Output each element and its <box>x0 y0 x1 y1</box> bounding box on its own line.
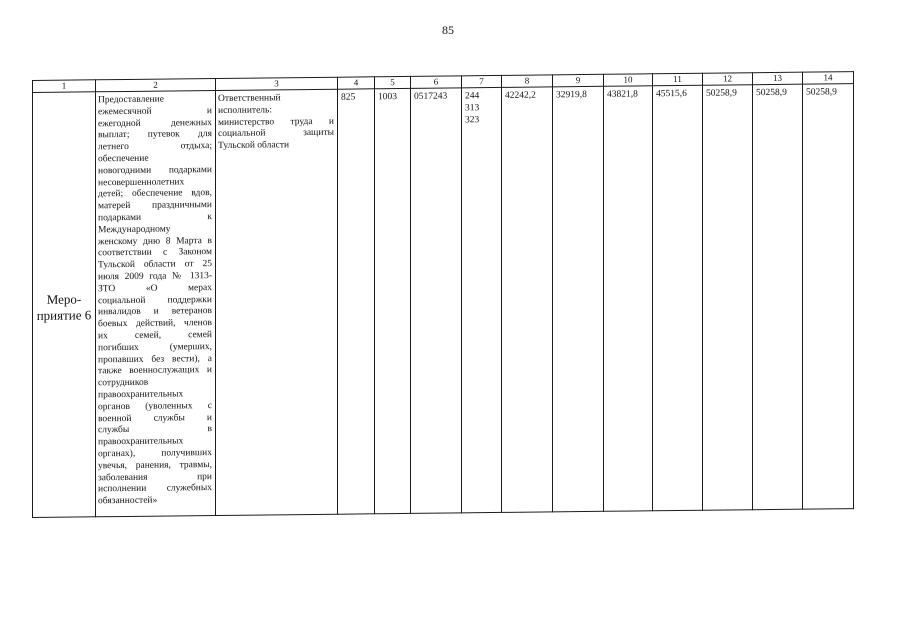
description-line: боевых действий, членов <box>98 318 212 330</box>
amount-cell-13: 50258,9 <box>753 84 803 510</box>
description-line: ежемесячной и <box>98 105 212 118</box>
description-line: новогодними подарками <box>98 164 212 177</box>
table-row <box>33 84 854 518</box>
executor-line: исполнитель: <box>218 105 272 116</box>
description-line: органах), получивших <box>98 447 212 460</box>
header-cell-7: 7 <box>462 75 502 87</box>
description-line: детей; обеспечение вдов, <box>98 188 212 200</box>
header-cell-3: 3 <box>216 77 338 90</box>
description-line: погибших (умерших, <box>98 341 212 354</box>
description-line: ежегодной денежных <box>98 117 212 129</box>
header-cell-10: 10 <box>604 74 653 87</box>
description-line: инвалидов и ветеранов <box>98 306 212 318</box>
description-line: социальной поддержки <box>98 294 212 306</box>
header-cell-14: 14 <box>803 72 854 85</box>
header-cell-12: 12 <box>703 73 753 86</box>
amount-cell-12: 50258,9 <box>703 85 753 511</box>
header-cell-1: 1 <box>33 80 96 93</box>
measure-cell <box>33 92 96 518</box>
description-line: заболевания при <box>98 471 212 483</box>
description-line: несовершеннолетних <box>98 176 185 188</box>
header-cell-2: 2 <box>96 79 216 92</box>
description-line: матерей праздничными <box>98 200 212 212</box>
header-cell-8: 8 <box>502 75 553 88</box>
description-line: выплат; путевок для <box>98 129 212 141</box>
description-line: службы в <box>98 424 212 436</box>
description-line: пропавших без вести), а <box>98 353 212 365</box>
description-line: Тульской области от 25 <box>98 259 212 271</box>
description-line: сотрудников <box>98 377 149 389</box>
amount-cell-11: 45515,6 <box>653 85 703 511</box>
description-line: их семей, семей <box>98 329 212 342</box>
code-line: 323 <box>465 114 480 125</box>
amount-cell-9: 32919,8 <box>553 86 604 512</box>
description-line: военной службы и <box>98 412 212 424</box>
header-cell-4: 4 <box>338 77 375 89</box>
amount-cell-14: 50258,9 <box>803 84 854 510</box>
measure-line: Меро- <box>46 291 82 307</box>
executor-cell <box>216 89 338 515</box>
header-cell-9: 9 <box>553 74 604 87</box>
header-cell-6: 6 <box>411 76 462 89</box>
header-cell-5: 5 <box>375 76 411 88</box>
description-line: подарками к <box>98 212 212 224</box>
measure-line: приятие 6 <box>36 307 92 323</box>
code-line: 244 <box>465 91 480 102</box>
description-cell <box>96 91 216 517</box>
description-line: Предоставление <box>98 94 164 106</box>
code-cell-4: 825 <box>338 89 375 514</box>
code-cell-7 <box>462 87 502 512</box>
executor-line: Ответственный <box>218 93 281 104</box>
description-line: также военнослужащих и <box>98 365 212 377</box>
executor-line: Тульской области <box>218 140 290 152</box>
description-line: соответствии с Законом <box>98 247 212 259</box>
header-cell-11: 11 <box>653 73 703 86</box>
amount-cell-10: 43821,8 <box>604 86 653 512</box>
description-line: обязанностей» <box>98 495 158 507</box>
description-line: исполнении служебных <box>98 483 212 495</box>
executor-line: министерство труда и <box>218 116 334 128</box>
description-line: органов (уволенных с <box>98 400 212 413</box>
description-line: увечья, ранения, травмы, <box>98 459 212 471</box>
header-cell-13: 13 <box>753 72 803 85</box>
description-line: ЗТО «О мерах <box>98 282 212 295</box>
code-cell-5: 1003 <box>375 88 411 513</box>
description-line: правоохранительных <box>98 436 184 448</box>
data-table <box>32 71 854 518</box>
amount-cell-8: 42242,2 <box>502 87 553 513</box>
executor-line: социальной защиты <box>218 128 334 140</box>
code-cell-6: 0517243 <box>411 88 462 514</box>
description-line: июля 2009 года № 1313- <box>98 271 212 283</box>
page-number: 85 <box>442 23 454 37</box>
description-line: правоохранительных <box>98 389 184 401</box>
description-line: женскому дню 8 Марта в <box>98 235 212 247</box>
code-line: 313 <box>465 102 480 114</box>
description-line: Международному <box>98 224 171 236</box>
description-line: летнего отдыха; <box>98 141 212 153</box>
description-line: обеспечение <box>98 153 149 165</box>
